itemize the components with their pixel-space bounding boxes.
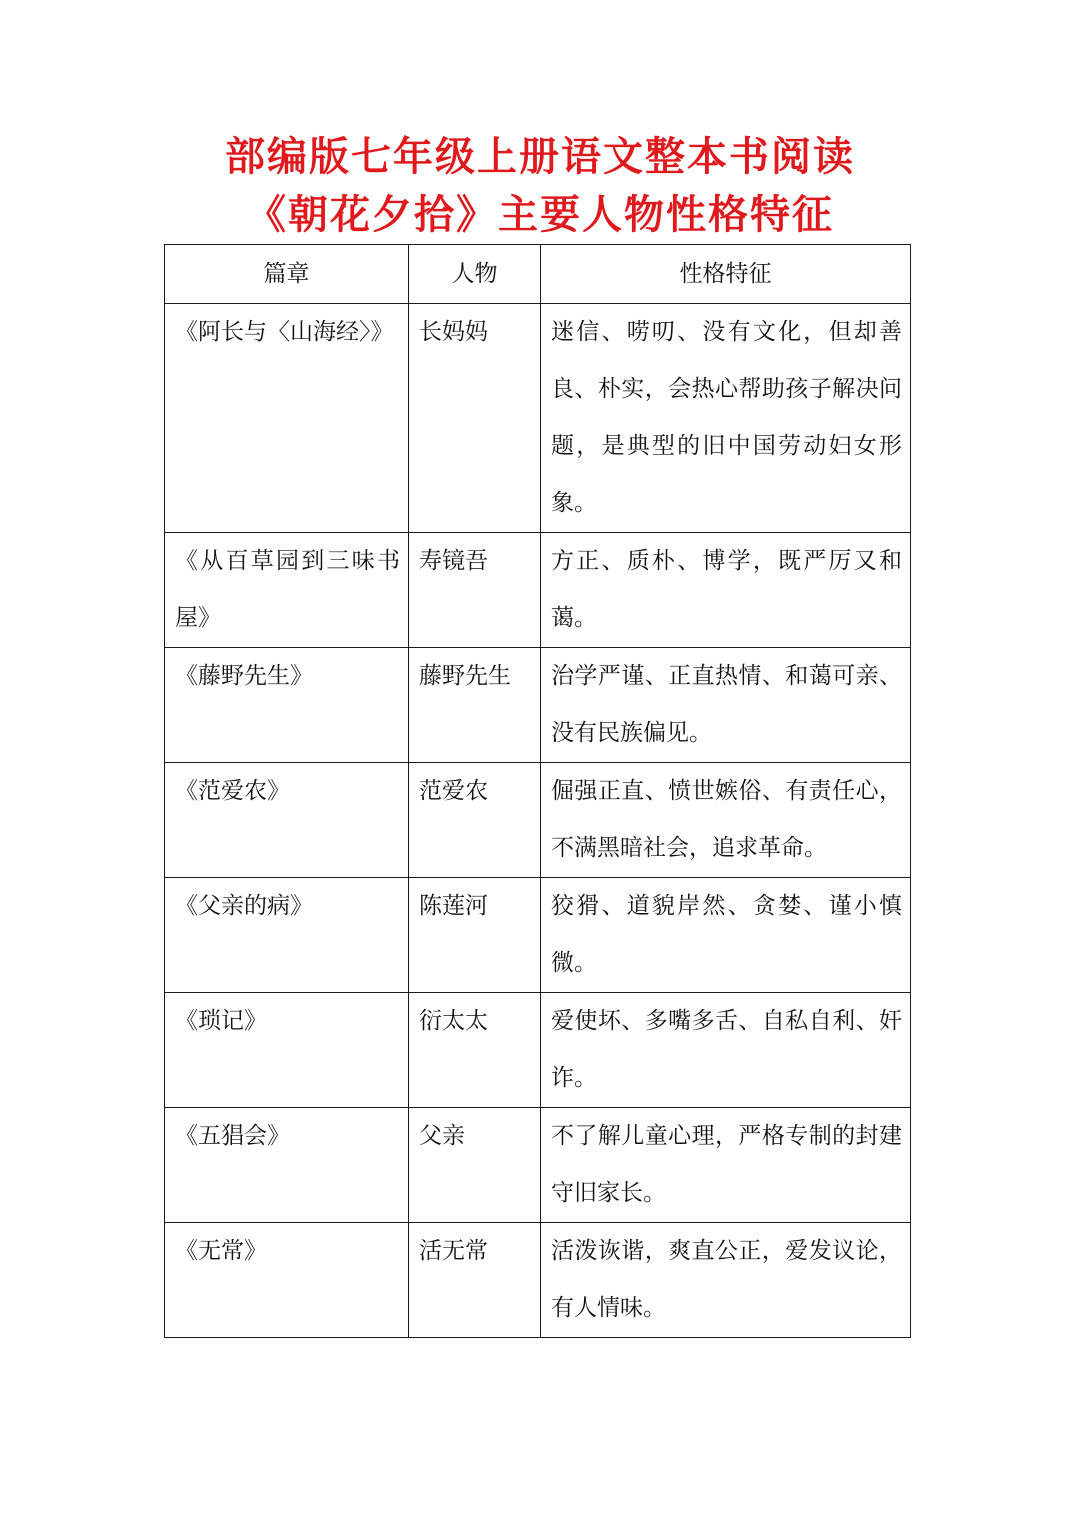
chapter-cell: 《阿长与〈山海经〉》: [165, 304, 409, 533]
table-row: [165, 1108, 911, 1223]
chapter-cell: 《范爱农》: [165, 763, 409, 878]
chapter-cell: 《无常》: [165, 1223, 409, 1338]
character-cell: 藤野先生: [409, 648, 541, 763]
title-line-1: 部编版七年级上册语文整本书阅读: [225, 133, 855, 180]
chapter-cell: 《琐记》: [165, 993, 409, 1108]
table-header-row: [165, 245, 911, 304]
character-cell: 父亲: [409, 1108, 541, 1223]
chapter-cell: 《藤野先生》: [165, 648, 409, 763]
traits-cell: 迷信、唠叨、没有文化，但却善良、朴实，会热心帮助孩子解决问题，是典型的旧中国劳动妇女形象。: [541, 304, 911, 533]
traits-cell: 方正、质朴、博学，既严厉又和蔼。: [541, 533, 911, 648]
character-cell: 寿镜吾: [409, 533, 541, 648]
header-traits: 性格特征: [541, 245, 911, 304]
character-cell: 活无常: [409, 1223, 541, 1338]
header-character: 人物: [409, 245, 541, 304]
title-line-2: 《朝花夕拾》主要人物性格特征: [246, 191, 834, 238]
table-row: [165, 533, 911, 648]
traits-cell: 活泼诙谐，爽直公正，爱发议论，有人情味。: [541, 1223, 911, 1338]
character-cell: 陈莲河: [409, 878, 541, 993]
table-row: [165, 1223, 911, 1338]
character-traits-table: [164, 244, 911, 1338]
traits-cell: 不了解儿童心理，严格专制的封建守旧家长。: [541, 1108, 911, 1223]
character-traits-table-container: [164, 244, 910, 1338]
character-cell: 衍太太: [409, 993, 541, 1108]
chapter-cell: 《父亲的病》: [165, 878, 409, 993]
header-chapter: 篇章: [165, 245, 409, 304]
traits-cell: 倔强正直、愤世嫉俗、有责任心，不满黑暗社会，追求革命。: [541, 763, 911, 878]
chapter-cell: 《从百草园到三味书屋》: [165, 533, 409, 648]
table-row: [165, 763, 911, 878]
traits-cell: 治学严谨、正直热情、和蔼可亲、没有民族偏见。: [541, 648, 911, 763]
table-row: [165, 648, 911, 763]
character-cell: 长妈妈: [409, 304, 541, 533]
chapter-cell: 《五猖会》: [165, 1108, 409, 1223]
table-row: [165, 878, 911, 993]
traits-cell: 狡猾、道貌岸然、贪婪、谨小慎微。: [541, 878, 911, 993]
document-title: [0, 128, 1080, 244]
table-row: [165, 993, 911, 1108]
traits-cell: 爱使坏、多嘴多舌、自私自利、奸诈。: [541, 993, 911, 1108]
character-cell: 范爱农: [409, 763, 541, 878]
table-row: [165, 304, 911, 533]
